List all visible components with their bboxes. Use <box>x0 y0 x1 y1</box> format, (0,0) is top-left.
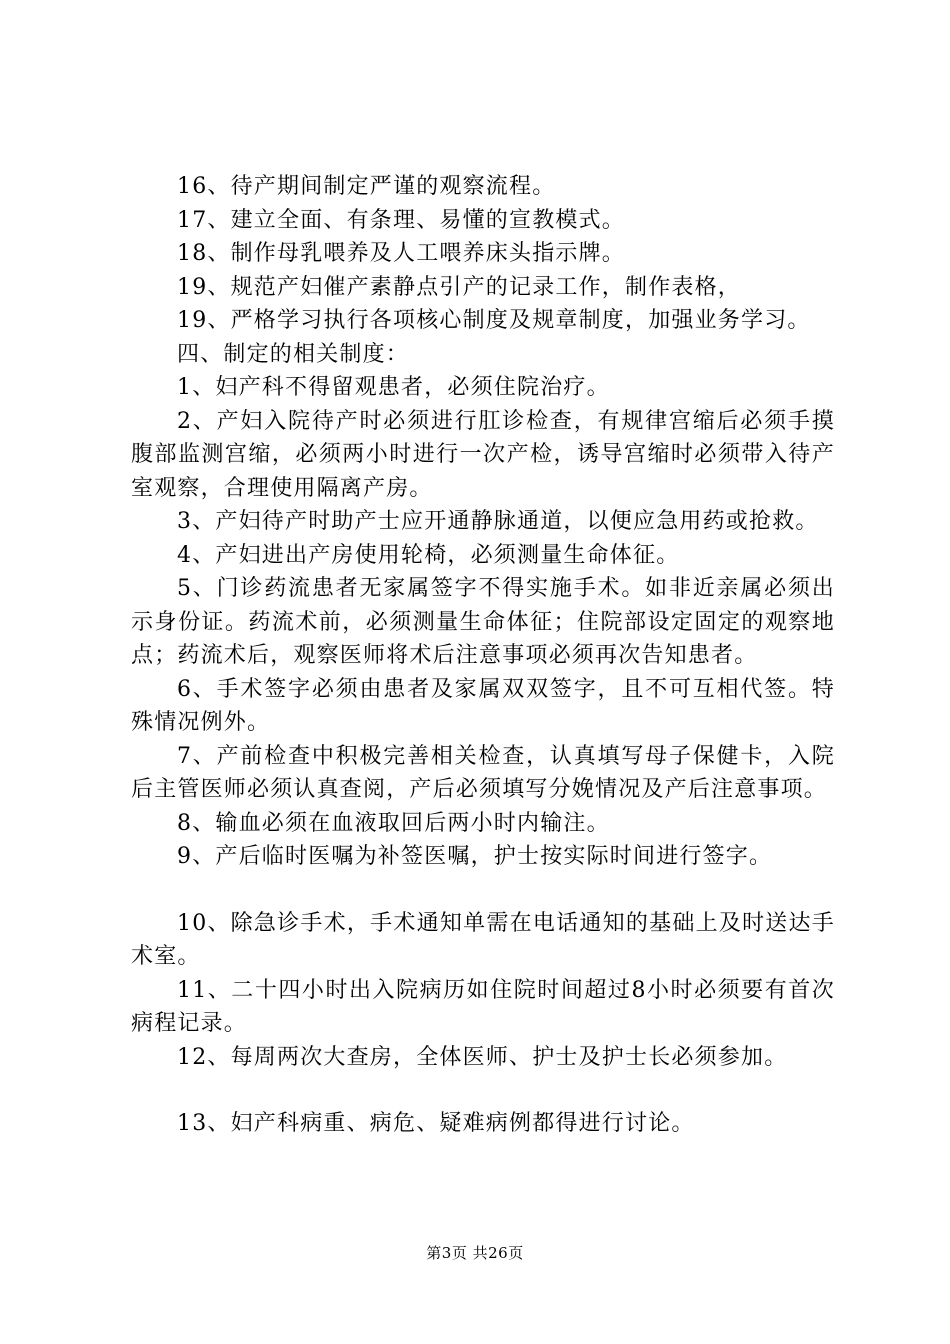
paragraph-item-19b: 19、严格学习执行各项核心制度及规章制度，加强业务学习。 <box>177 308 811 333</box>
page-footer: 第3页 共26页 <box>426 1244 524 1262</box>
rule-item-10: 10、除急诊手术，手术通知单需在电话通知的基础上及时送达手术室。 <box>131 910 835 969</box>
rule-item-4: 4、产妇进出产房使用轮椅，必须测量生命体征。 <box>177 542 680 568</box>
rule-item-2: 2、产妇入院待产时必须进行肛诊检查，有规律宫缩后必须手摸腹部监测宫缩，必须两小时进行一次产检，诱导宫缩时必须带入待产室观察，合理使用隔离产房。 <box>131 408 835 501</box>
rule-item-8: 8、输血必须在血液取回后两小时内输注。 <box>177 810 610 836</box>
rule-item-3: 3、产妇待产时助产士应开通静脉通道，以便应急用药或抢救。 <box>177 509 819 534</box>
paragraph-item-16: 16、待产期间制定严谨的观察流程。 <box>177 174 556 199</box>
rule-item-12: 12、每周两次大查房，全体医师、护士及护士长必须参加。 <box>177 1044 788 1070</box>
paragraph-item-19a: 19、规范产妇催产素静点引产的记录工作，制作表格， <box>177 274 741 300</box>
rule-item-6: 6、手术签字必须由患者及家属双双签字，且不可互相代签。特殊情况例外。 <box>131 676 835 735</box>
paragraph-spacer <box>131 874 835 907</box>
rule-item-5: 5、门诊药流患者无家属签字不得实施手术。如非近亲属必须出示身份证。药流术前，必须测量生命体征；住院部设定固定的观察地点；药流术后，观察医师将术后注意事项必须再次告知患者。 <box>131 576 835 668</box>
section-heading-four: 四、制定的相关制度： <box>177 341 410 367</box>
paragraph-item-17: 17、建立全面、有条理、易懂的宣教模式。 <box>177 207 625 233</box>
rule-item-7: 7、产前检查中积极完善相关检查，认真填写母子保健卡，入院后主管医师必须认真查阅，产后必须填写分娩情况及产后注意事项。 <box>131 743 835 802</box>
rule-item-1: 1、妇产科不得留观患者，必须住院治疗。 <box>177 375 610 400</box>
paragraph-spacer <box>131 1074 835 1107</box>
rule-item-11: 11、二十四小时出入院病历如住院时间超过8小时必须要有首次病程记录。 <box>131 977 835 1036</box>
document-body <box>131 170 835 1141</box>
rule-item-13: 13、妇产科病重、病危、疑难病例都得进行讨论。 <box>177 1111 695 1136</box>
rule-item-9: 9、产后临时医嘱为补签医嘱，护士按实际时间进行签字。 <box>177 844 773 869</box>
paragraph-item-18: 18、制作母乳喂养及人工喂养床头指示牌。 <box>177 241 625 266</box>
